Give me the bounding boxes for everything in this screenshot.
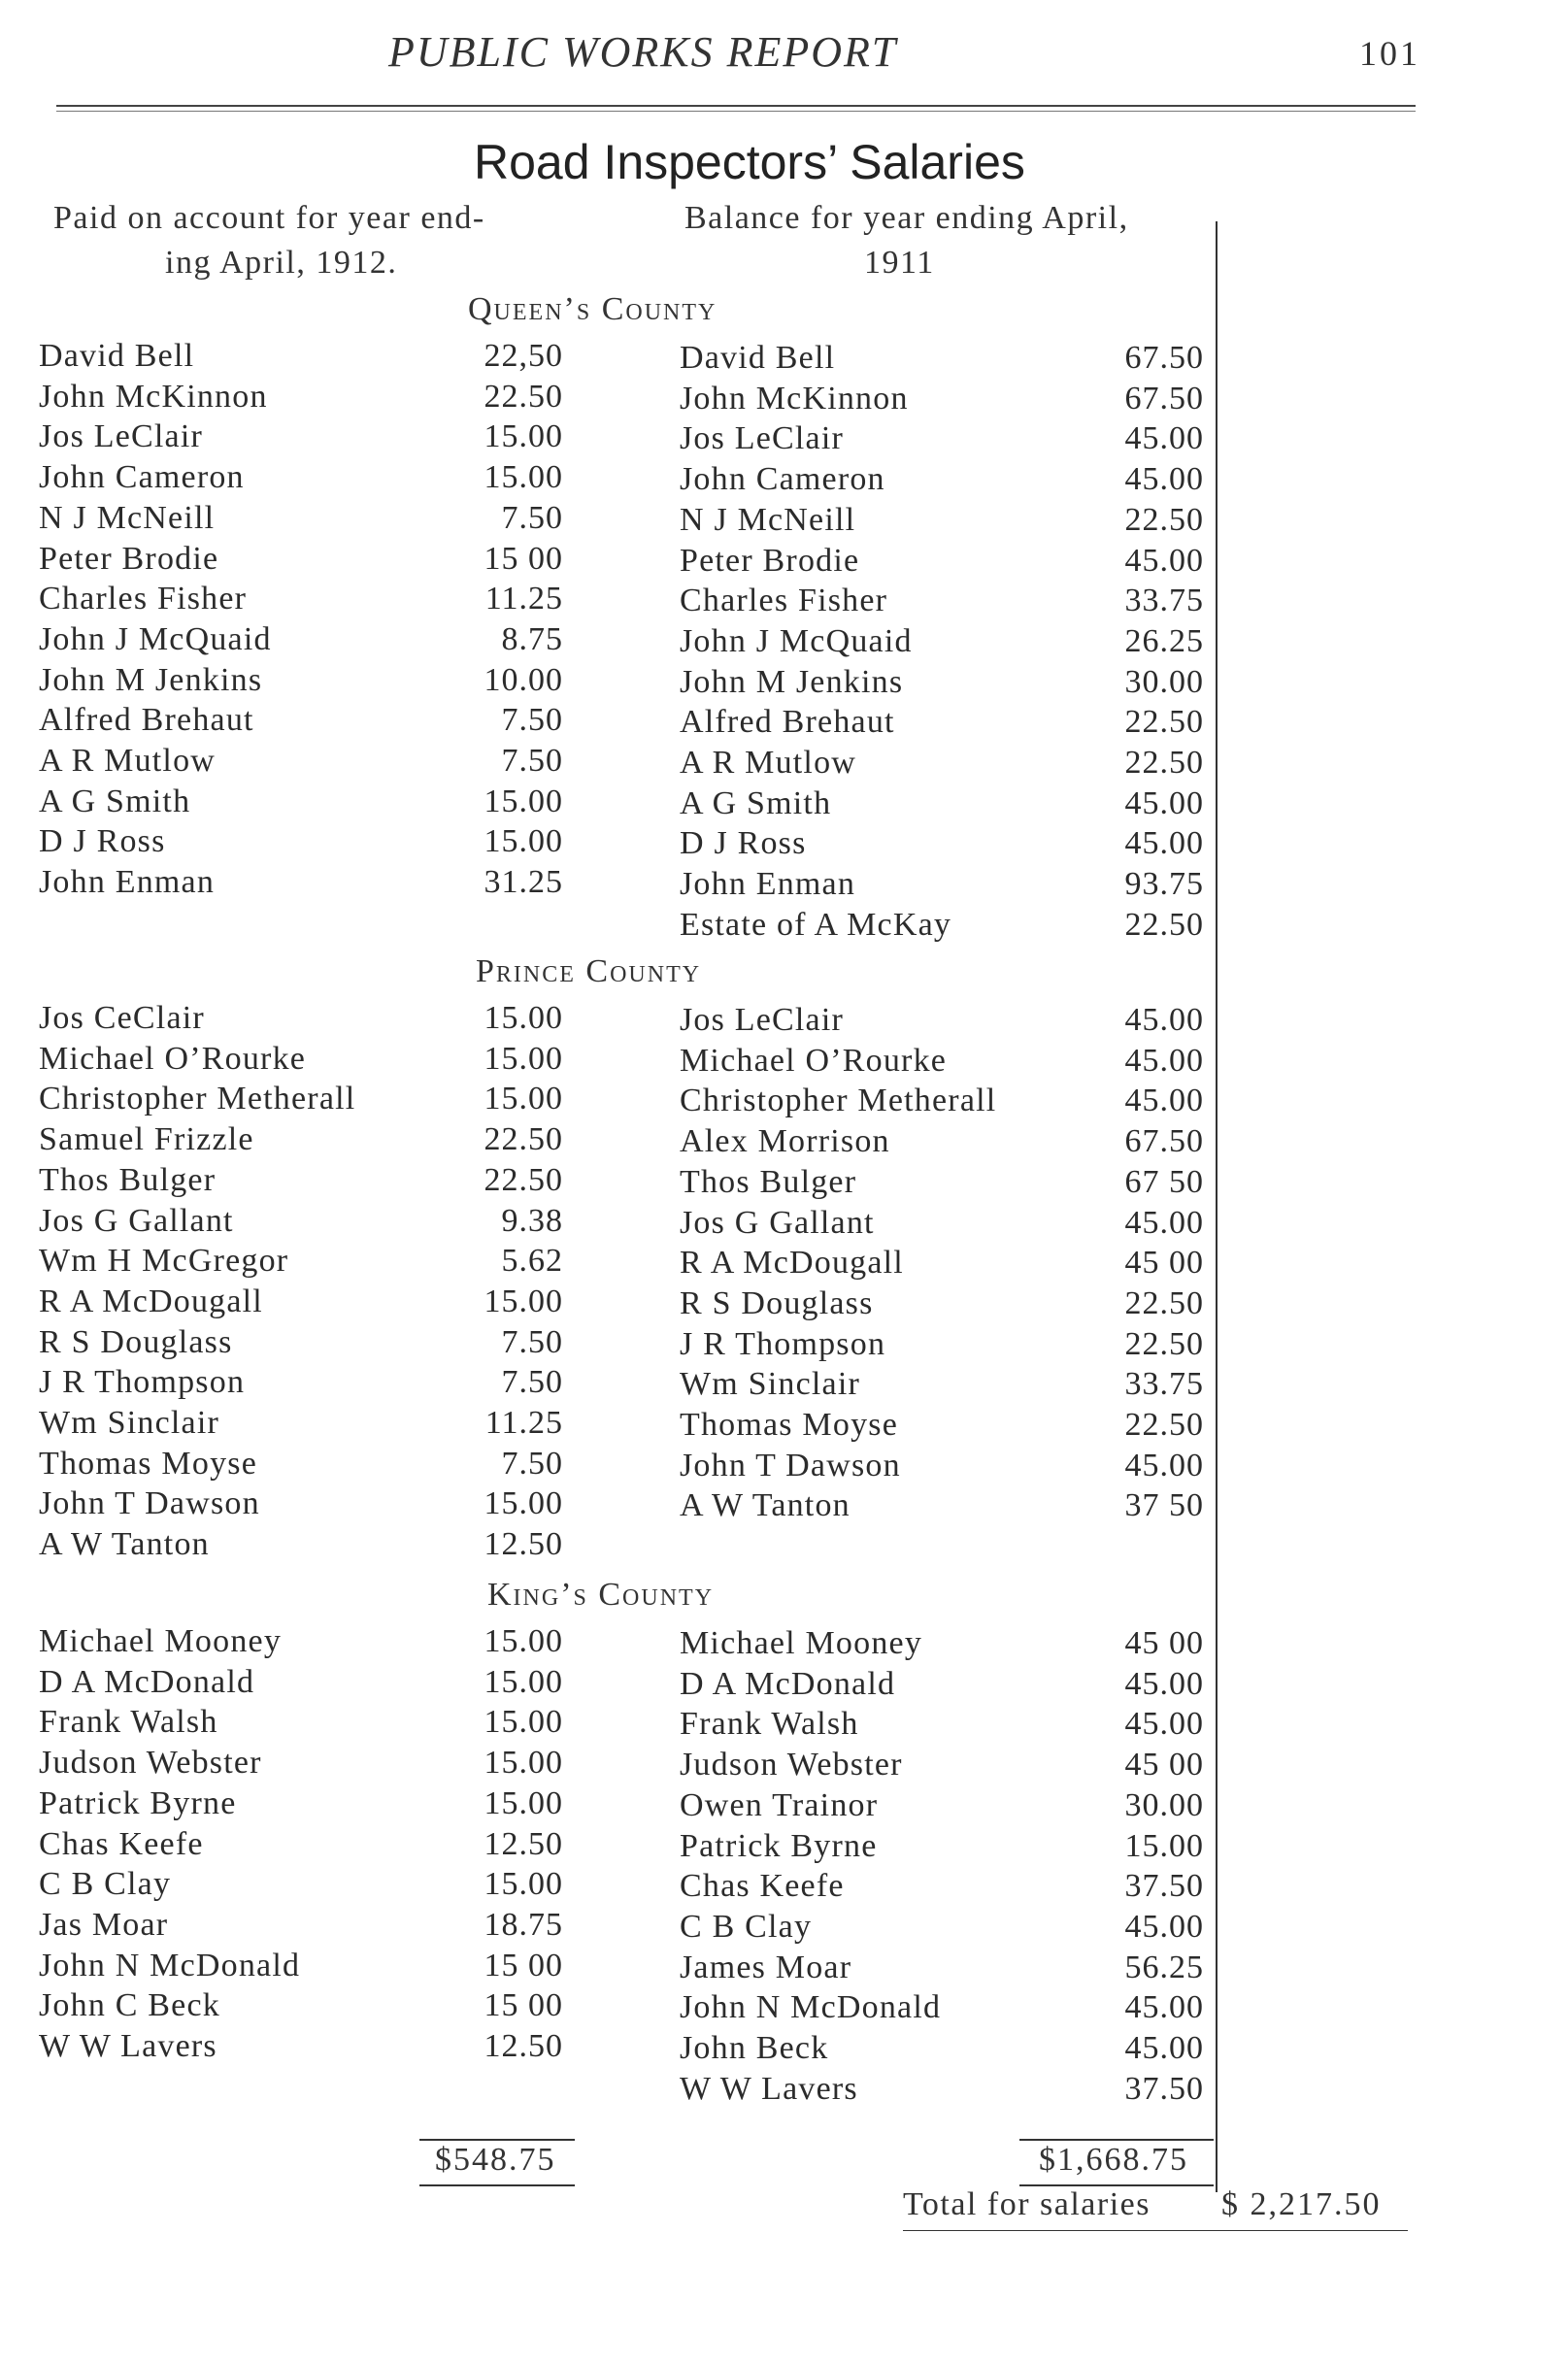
right-row-name: Patrick Byrne — [680, 1827, 878, 1864]
left-row-name: Jos G Gallant — [39, 1202, 234, 1239]
left-row-name: Samuel Frizzle — [39, 1121, 254, 1158]
right-total-rule-top — [1019, 2139, 1214, 2141]
left-row-amount: 15.00 — [484, 1485, 563, 1522]
left-row-name: Patrick Byrne — [39, 1784, 237, 1821]
left-row-name: David Bell — [39, 338, 195, 374]
left-row-amount: 22.50 — [484, 378, 563, 415]
right-row-name: Alex Morrison — [680, 1123, 890, 1160]
right-row-name: Estate of A McKay — [680, 906, 952, 943]
left-row-amount: 15 00 — [484, 1947, 563, 1983]
right-row-amount: 56.25 — [1124, 1949, 1204, 1985]
left-row-amount: 12.50 — [484, 2028, 563, 2064]
left-row-name: Thomas Moyse — [39, 1445, 257, 1482]
grand-total-rule — [903, 2230, 1408, 2231]
left-row-name: John J McQuaid — [39, 620, 272, 657]
left-row-name: Jos LeClair — [39, 418, 204, 455]
right-row-name: W W Lavers — [680, 2070, 858, 2107]
left-row-name: John N McDonald — [39, 1947, 301, 1983]
right-row-amount: 22.50 — [1124, 906, 1204, 943]
right-row-amount: 45.00 — [1124, 2030, 1204, 2066]
right-row-amount: 45.00 — [1124, 1447, 1204, 1483]
right-row-amount: 22.50 — [1124, 1325, 1204, 1362]
right-row-amount: 26.25 — [1124, 622, 1204, 659]
left-row-amount: 15.00 — [484, 459, 563, 496]
right-row-name: John Cameron — [680, 461, 885, 498]
left-row-name: R S Douglass — [39, 1323, 233, 1360]
left-row-name: John C Beck — [39, 1987, 220, 2024]
left-row-amount: 22.50 — [484, 1121, 563, 1158]
section-kings-county-title: King’s County — [487, 1577, 715, 1613]
left-row-amount: 15.00 — [484, 783, 563, 819]
left-row-name: John Cameron — [39, 459, 245, 496]
left-row-name: Jos CeClair — [39, 1000, 205, 1036]
right-row-name: John T Dawson — [680, 1447, 901, 1483]
right-column-header-line2: 1911 — [864, 245, 935, 281]
left-row-name: R A McDougall — [39, 1283, 263, 1319]
left-row-name: Michael Mooney — [39, 1623, 283, 1659]
table-title: Road Inspectors’ Salaries — [474, 135, 1025, 189]
right-row-name: J R Thompson — [680, 1325, 886, 1362]
left-row-amount: 15 00 — [484, 1987, 563, 2024]
left-column-header-line1: Paid on account for year end- — [53, 200, 485, 236]
right-row-name: D J Ross — [680, 825, 807, 862]
left-row-amount: 15.00 — [484, 418, 563, 455]
left-row-amount: 5.62 — [501, 1243, 563, 1280]
right-row-amount: 33.75 — [1124, 583, 1204, 619]
right-row-amount: 45.00 — [1124, 784, 1204, 821]
left-row-name: Michael O’Rourke — [39, 1040, 307, 1077]
left-row-amount: 10.00 — [484, 661, 563, 698]
right-row-name: Michael O’Rourke — [680, 1042, 948, 1079]
left-row-amount: 7.50 — [501, 702, 563, 739]
left-row-amount: 22,50 — [484, 338, 563, 374]
right-row-name: John Beck — [680, 2030, 829, 2066]
left-row-amount: 7.50 — [501, 1364, 563, 1401]
left-total-rule-bottom — [419, 2184, 575, 2186]
right-row-name: Judson Webster — [680, 1747, 903, 1783]
right-row-amount: 22.50 — [1124, 1284, 1204, 1321]
left-row-amount: 12.50 — [484, 1526, 563, 1563]
right-row-amount: 45.00 — [1124, 461, 1204, 498]
page-number: 101 — [1359, 34, 1420, 73]
right-row-name: David Bell — [680, 340, 836, 376]
right-row-name: John McKinnon — [680, 380, 909, 417]
right-row-amount: 37.50 — [1124, 1868, 1204, 1905]
right-row-name: John N McDonald — [680, 1989, 942, 2026]
left-row-name: Chas Keefe — [39, 1825, 204, 1862]
section-prince-county-title: Prince County — [476, 953, 702, 989]
left-row-name: Frank Walsh — [39, 1704, 218, 1741]
right-row-name: John M Jenkins — [680, 663, 904, 700]
right-row-amount: 45.00 — [1124, 1908, 1204, 1945]
left-row-name: W W Lavers — [39, 2028, 217, 2064]
right-row-name: Chas Keefe — [680, 1868, 845, 1905]
grand-total: $ 2,217.50 — [1221, 2186, 1382, 2222]
right-row-amount: 67 50 — [1124, 1163, 1204, 1200]
left-row-amount: 15.00 — [484, 1283, 563, 1319]
left-row-name: Alfred Brehaut — [39, 702, 254, 739]
right-row-name: R S Douglass — [680, 1284, 874, 1321]
right-row-name: John J McQuaid — [680, 622, 913, 659]
right-row-name: Alfred Brehaut — [680, 704, 895, 741]
right-row-name: R A McDougall — [680, 1245, 904, 1282]
right-row-amount: 67.50 — [1124, 340, 1204, 376]
left-row-amount: 11.25 — [484, 581, 563, 617]
left-row-name: John T Dawson — [39, 1485, 260, 1522]
right-row-amount: 45.00 — [1124, 1204, 1204, 1241]
right-row-amount: 45.00 — [1124, 542, 1204, 579]
left-row-amount: 15.00 — [484, 1866, 563, 1903]
right-row-amount: 45 00 — [1124, 1625, 1204, 1661]
left-row-name: Christopher Metherall — [39, 1081, 356, 1117]
right-row-name: Jos LeClair — [680, 420, 845, 457]
right-row-amount: 22.50 — [1124, 1407, 1204, 1443]
left-row-name: Jas Moar — [39, 1906, 169, 1943]
right-row-amount: 33.75 — [1124, 1366, 1204, 1403]
left-row-amount: 15.00 — [484, 1784, 563, 1821]
left-row-amount: 15.00 — [484, 1623, 563, 1659]
left-row-name: N J McNeill — [39, 499, 216, 536]
right-row-name: Jos G Gallant — [680, 1204, 875, 1241]
left-row-amount: 7.50 — [501, 499, 563, 536]
right-row-amount: 45.00 — [1124, 1083, 1204, 1119]
left-row-amount: 15 00 — [484, 540, 563, 577]
left-total-rule-top — [419, 2139, 575, 2141]
right-row-amount: 45.00 — [1124, 1665, 1204, 1702]
left-row-name: John Enman — [39, 864, 216, 901]
left-column-header-line2: ing April, 1912. — [165, 245, 398, 281]
left-row-amount: 15.00 — [484, 1745, 563, 1782]
section-queens-county-title: Queen’s County — [468, 291, 717, 327]
right-row-amount: 93.75 — [1124, 866, 1204, 903]
right-row-amount: 37.50 — [1124, 2070, 1204, 2107]
right-row-name: Thos Bulger — [680, 1163, 857, 1200]
left-row-name: A W Tanton — [39, 1526, 210, 1563]
left-row-name: D J Ross — [39, 823, 166, 860]
right-row-name: C B Clay — [680, 1908, 813, 1945]
right-column-header-line1: Balance for year ending April, — [684, 200, 1129, 236]
right-row-name: A G Smith — [680, 784, 832, 821]
right-row-amount: 30.00 — [1124, 663, 1204, 700]
right-row-name: A W Tanton — [680, 1487, 851, 1524]
left-row-amount: 15.00 — [484, 1000, 563, 1036]
right-row-name: James Moar — [680, 1949, 852, 1985]
left-row-amount: 18.75 — [484, 1906, 563, 1943]
right-row-amount: 22.50 — [1124, 745, 1204, 781]
left-row-name: Wm Sinclair — [39, 1405, 219, 1441]
right-row-name: Thomas Moyse — [680, 1407, 898, 1443]
right-row-amount: 45 00 — [1124, 1245, 1204, 1282]
right-row-amount: 45.00 — [1124, 1002, 1204, 1038]
left-row-name: John M Jenkins — [39, 661, 263, 698]
right-row-amount: 37 50 — [1124, 1487, 1204, 1524]
right-row-name: Peter Brodie — [680, 542, 860, 579]
right-row-name: Wm Sinclair — [680, 1366, 860, 1403]
right-row-amount: 15.00 — [1124, 1827, 1204, 1864]
right-row-amount: 67.50 — [1124, 1123, 1204, 1160]
left-row-name: A G Smith — [39, 783, 191, 819]
right-row-name: D A McDonald — [680, 1665, 896, 1702]
left-row-amount: 15.00 — [484, 1040, 563, 1077]
left-row-amount: 15.00 — [484, 1663, 563, 1700]
left-row-amount: 7.50 — [501, 1445, 563, 1482]
running-title: PUBLIC WORKS REPORT — [388, 28, 898, 76]
right-row-name: Charles Fisher — [680, 583, 888, 619]
right-row-amount: 22.50 — [1124, 501, 1204, 538]
right-row-name: John Enman — [680, 866, 856, 903]
left-row-amount: 9.38 — [501, 1202, 563, 1239]
right-row-amount: 45.00 — [1124, 1706, 1204, 1743]
left-row-name: Judson Webster — [39, 1745, 262, 1782]
right-row-amount: 67.50 — [1124, 380, 1204, 417]
header-rule — [56, 105, 1416, 107]
right-row-amount: 45.00 — [1124, 1042, 1204, 1079]
right-row-name: Jos LeClair — [680, 1002, 845, 1038]
left-row-name: J R Thompson — [39, 1364, 246, 1401]
left-total: $548.75 — [435, 2142, 556, 2178]
left-row-amount: 15.00 — [484, 823, 563, 860]
left-row-amount: 11.25 — [484, 1405, 563, 1441]
right-row-name: Michael Mooney — [680, 1625, 923, 1661]
left-row-name: Peter Brodie — [39, 540, 219, 577]
left-row-amount: 15.00 — [484, 1081, 563, 1117]
left-row-name: John McKinnon — [39, 378, 268, 415]
right-row-name: Owen Trainor — [680, 1786, 879, 1823]
right-row-amount: 45.00 — [1124, 825, 1204, 862]
right-row-amount: 30.00 — [1124, 1786, 1204, 1823]
grand-total-label: Total for salaries — [903, 2186, 1151, 2222]
right-row-amount: 22.50 — [1124, 704, 1204, 741]
header-rule-thin — [56, 111, 1416, 112]
right-row-amount: 45 00 — [1124, 1747, 1204, 1783]
left-row-name: Charles Fisher — [39, 581, 248, 617]
right-row-amount: 45.00 — [1124, 1989, 1204, 2026]
left-row-amount: 22.50 — [484, 1161, 563, 1198]
left-row-amount: 12.50 — [484, 1825, 563, 1862]
right-row-name: Frank Walsh — [680, 1706, 859, 1743]
left-row-name: D A McDonald — [39, 1663, 255, 1700]
left-row-amount: 8.75 — [501, 620, 563, 657]
right-row-name: N J McNeill — [680, 501, 856, 538]
right-total: $1,668.75 — [1039, 2142, 1188, 2178]
right-row-name: A R Mutlow — [680, 745, 857, 781]
left-row-amount: 7.50 — [501, 1323, 563, 1360]
column-divider — [1216, 221, 1218, 2192]
left-row-name: C B Clay — [39, 1866, 172, 1903]
left-row-amount: 31.25 — [484, 864, 563, 901]
left-row-amount: 7.50 — [501, 743, 563, 779]
left-row-name: Thos Bulger — [39, 1161, 217, 1198]
left-row-amount: 15.00 — [484, 1704, 563, 1741]
left-row-name: Wm H McGregor — [39, 1243, 289, 1280]
right-row-amount: 45.00 — [1124, 420, 1204, 457]
right-row-name: Christopher Metherall — [680, 1083, 997, 1119]
left-row-name: A R Mutlow — [39, 743, 217, 779]
